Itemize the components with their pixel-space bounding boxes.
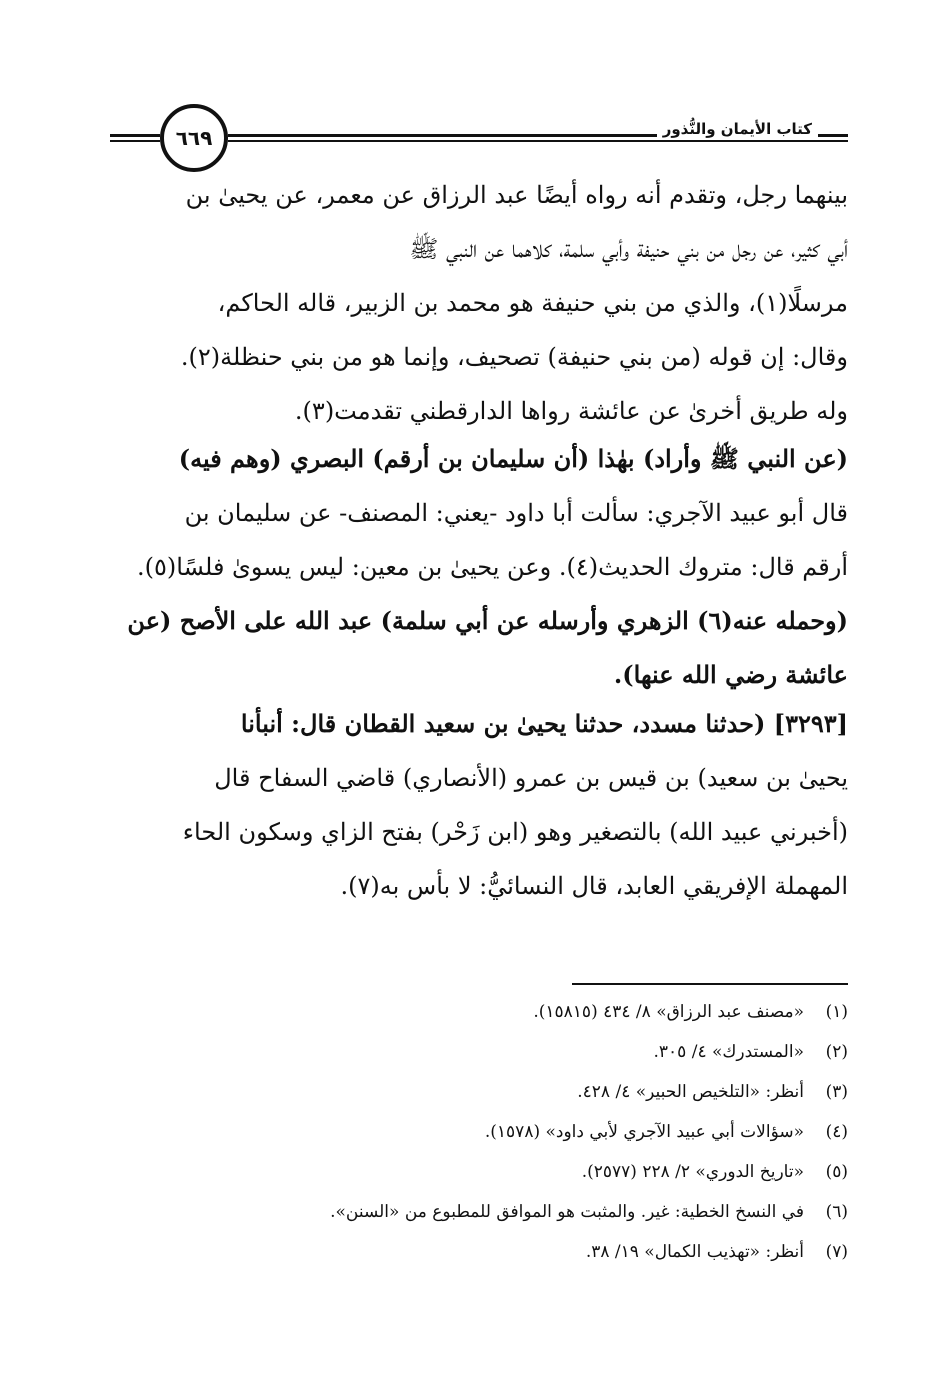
footnote-number: (٢): [825, 1042, 848, 1062]
text-line: (وحمله عنه(٦) الزهري وأرسله عن أبي سلمة) عبد الله على الأصح (عن: [127, 606, 848, 635]
text-line: يحيىٰ بن سعيد) بن قيس بن عمرو (الأنصاري) قاضي السفاح قال: [214, 764, 848, 792]
footnote-item: [110, 1152, 848, 1192]
footnotes: [110, 992, 848, 1272]
page-header: [110, 100, 848, 176]
text-line: مرسلًا(١)، والذي من بني حنيفة هو محمد بن الزبير، قاله الحاكم،: [217, 289, 848, 317]
footnote-item: [110, 992, 848, 1032]
footnote-text: أنظر: «تهذيب الكمال» ١٩/ ٣٨.: [585, 1242, 804, 1262]
footnote-item: [110, 1192, 848, 1232]
paragraph-1: [110, 168, 848, 438]
footnote-item: [110, 1032, 848, 1072]
footnote-item: [110, 1112, 848, 1152]
page-number: ٦٦٩: [160, 104, 228, 172]
text-line: وقال: إن قوله (من بني حنيفة) تصحيف، وإنما هو من بني حنظلة(٢).: [180, 343, 848, 371]
footnote-number: (٣): [825, 1082, 848, 1102]
text-line: بينهما رجل، وتقدم أنه رواه أيضًا عبد الرزاق عن معمر، عن يحيىٰ بن: [185, 181, 848, 209]
running-title: كتاب الأيمان والنُّذور: [657, 120, 818, 138]
footnote-text: «مصنف عبد الرزاق» ٨/ ٤٣٤ (١٥٨١٥).: [533, 1002, 804, 1022]
paragraph-3: [110, 697, 848, 913]
footnote-item: [110, 1072, 848, 1112]
text-line: أرقم قال: متروك الحديث(٤). وعن يحيىٰ بن معين: ليس يسوىٰ فلسًا(٥).: [137, 553, 848, 581]
footnote-number: (٦): [825, 1202, 848, 1222]
header-rule-thin: [228, 140, 848, 142]
footnote-text: في النسخ الخطية: غير. والمثبت هو الموافق للمطبوع من «السنن».: [330, 1202, 804, 1222]
footnote-text: أنظر: «التلخيص الحبير» ٤/ ٤٢٨.: [577, 1082, 804, 1102]
text-line: أبي كثير، عن رجل من بني حنيفة وأبي سلمة، كلاهما عن النبي ﷺ: [409, 235, 848, 263]
footnote-number: (٧): [825, 1242, 848, 1262]
text-line: قال أبو عبيد الآجري: سألت أبا داود -يعني: المصنف- عن سليمان بن: [184, 499, 848, 527]
footnote-item: [110, 1232, 848, 1272]
text-line: وله طريق أخرىٰ عن عائشة رواها الدارقطني تقدمت(٣).: [294, 397, 848, 425]
footnote-number: (١): [825, 1002, 848, 1022]
footnote-divider: [572, 983, 848, 985]
footnote-text: «سؤالات أبي عبيد الآجري لأبي داود» (١٥٧٨).: [484, 1122, 804, 1142]
footnote-text: «تاريخ الدوري» ٢/ ٢٢٨ (٢٥٧٧).: [581, 1162, 804, 1182]
text-line: المهملة الإفريقي العابد، قال النسائيُّ: لا بأس به(٧).: [340, 872, 848, 900]
paragraph-2: [110, 432, 848, 702]
footnote-number: (٥): [825, 1162, 848, 1182]
text-line: عائشة رضي الله عنها).: [613, 660, 848, 689]
text-line: (عن النبي ﷺ وأراد) بهٰذا (أن سليمان بن أرقم) البصري (وهم فيه): [178, 444, 848, 473]
text-line: [٣٢٩٣] (حدثنا مسدد، حدثنا يحيىٰ بن سعيد القطان قال: أنبأنا: [240, 709, 848, 738]
text-line: (أخبرني عبيد الله) بالتصغير وهو (ابن زَحْر) بفتح الزاي وسكون الحاء: [182, 818, 848, 846]
footnote-number: (٤): [825, 1122, 848, 1142]
header-rule-left-thick: [110, 134, 160, 137]
header-rule-left-thin: [110, 140, 160, 142]
footnote-text: «المستدرك» ٤/ ٣٠٥.: [653, 1042, 804, 1062]
